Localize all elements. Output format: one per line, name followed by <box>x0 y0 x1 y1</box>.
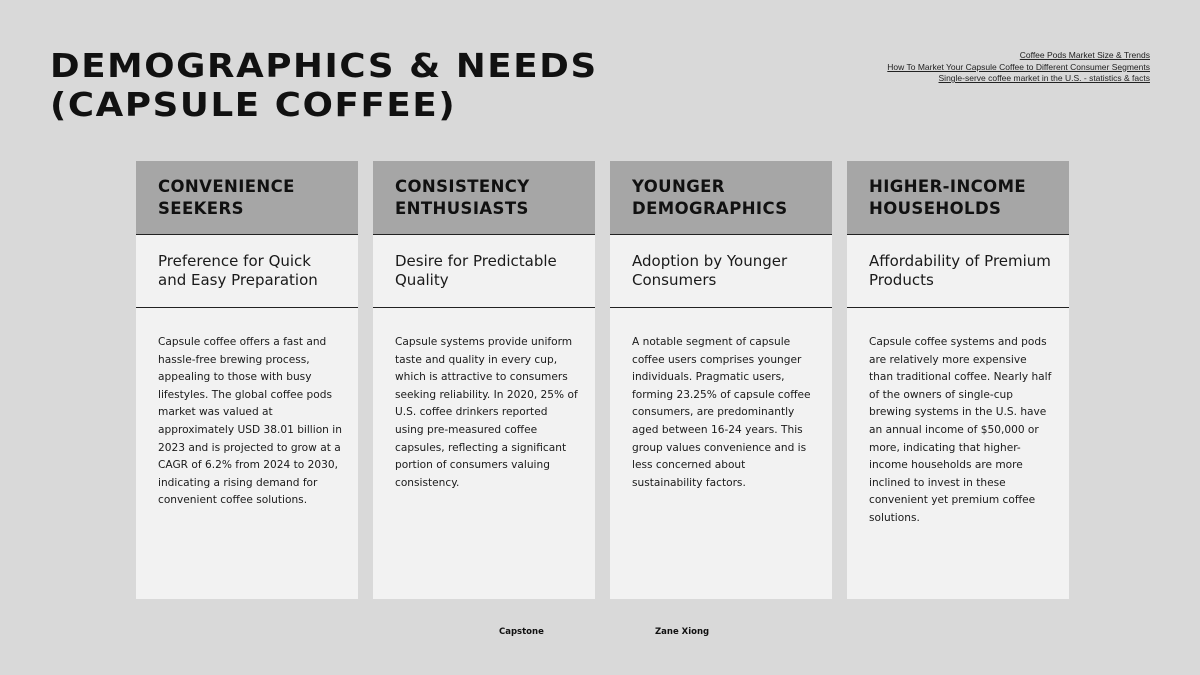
card-body-text: Capsule systems provide uniform taste and quality in every cup, which is attractive to consumers seeking reliability. In 2020, 25% of U.S. coffee drinkers reported using pre-measured coffee capsules, reflecting a significant portion of consumers valuing consistency. <box>395 336 578 489</box>
card-body-text: A notable segment of capsule coffee users comprises younger individuals. Pragmatic users, forming 23.25% of capsule coffee consumers, are predominantly aged between 16-24 years. This group values convenience and is less concerned about sustainability factors. <box>632 336 811 489</box>
source-link-market-capsule-coffee[interactable]: How To Market Your Capsule Coffee to Different Consumer Segments <box>887 61 1150 72</box>
source-links <box>887 50 1150 85</box>
card-header: CONSISTENCY ENTHUSIASTS <box>373 161 595 235</box>
segment-cards <box>136 161 1069 599</box>
card-younger-demographics <box>610 161 832 599</box>
card-body-text: Capsule coffee offers a fast and hassle-free brewing process, appealing to those with busy lifestyles. The global coffee pods market was valued at approximately USD 38.01 billion in 2023 and is projected to grow at a CAGR of 6.2% from 2024 to 2030, indicating a rising demand for convenient coffee solutions. <box>158 336 342 507</box>
source-link-coffee-pods-market[interactable]: Coffee Pods Market Size & Trends <box>1019 50 1150 60</box>
card-subheading: Preference for Quick and Easy Preparation <box>136 235 358 308</box>
card-subheading: Desire for Predictable Quality <box>373 235 595 308</box>
card-consistency-enthusiasts <box>373 161 595 599</box>
footer-author-name: Zane Xiong <box>655 627 710 637</box>
page-title <box>50 46 598 124</box>
footer-course-label: Capstone <box>499 627 544 637</box>
card-header: HIGHER-INCOME HOUSEHOLDS <box>847 161 1069 235</box>
card-body-text: Capsule coffee systems and pods are relatively more expensive than traditional coffee. Nearly half of the owners of single-cup brewing systems in the U.S. have an annual income of $50,000 or more, indicating that higher-income households are more inclined to invest in these convenient yet premium coffee solutions. <box>869 336 1052 524</box>
card-subheading: Affordability of Premium Products <box>847 235 1069 308</box>
page-title-line-1: DEMOGRAPHICS & NEEDS <box>50 46 598 85</box>
card-convenience-seekers <box>136 161 358 599</box>
card-subheading: Adoption by Younger Consumers <box>610 235 832 308</box>
source-link-single-serve-statistics[interactable]: Single-serve coffee market in the U.S. - statistics & facts <box>938 73 1150 83</box>
card-header: CONVENIENCE SEEKERS <box>136 161 358 235</box>
page-title-line-2: (CAPSULE COFFEE) <box>50 85 457 124</box>
card-header: YOUNGER DEMOGRAPHICS <box>610 161 832 235</box>
card-higher-income-households <box>847 161 1069 599</box>
